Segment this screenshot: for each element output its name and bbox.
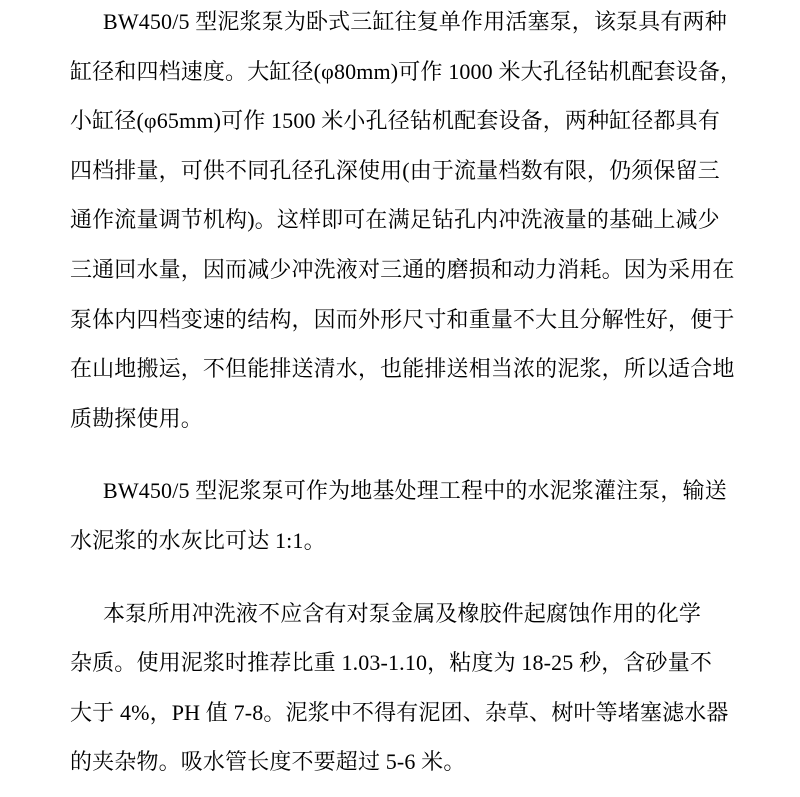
text-line: 在山地搬运，不但能排送清水，也能排送相当浓的泥浆，所以适合地: [70, 356, 735, 382]
text-line: 水泥浆的水灰比可达 1:1。: [70, 527, 326, 553]
text-line: 杂质。使用泥浆时推荐比重 1.03-1.10，粘度为 18-25 秒，含砂量不: [70, 650, 713, 676]
paragraph-fluid-requirements: [70, 589, 790, 787]
text-line: 大于 4%，PH 值 7-8。泥浆中不得有泥团、杂草、树叶等堵塞滤水器: [70, 699, 729, 725]
text-line: 的夹杂物。吸水管长度不要超过 5-6 米。: [70, 749, 466, 775]
text-line: 缸径和四档速度。大缸径(φ80mm)可作 1000 米大孔径钻机配套设备，: [70, 58, 743, 84]
paragraph-grout-usage: [70, 466, 790, 565]
text-line: 泵体内四档变速的结构，因而外形尺寸和重量不大且分解性好，便于: [70, 306, 735, 332]
document-body: [70, 0, 790, 787]
text-line: 本泵所用冲洗液不应含有对泵金属及橡胶件起腐蚀作用的化学: [103, 600, 702, 626]
text-line: 质勘探使用。: [70, 405, 203, 431]
text-line: BW450/5 型泥浆泵可作为地基处理工程中的水泥浆灌注泵，输送: [103, 478, 727, 504]
text-line: BW450/5 型泥浆泵为卧式三缸往复单作用活塞泵，该泵具有两种: [103, 9, 727, 34]
text-line: 三通回水量，因而减少冲洗液对三通的磨损和动力消耗。因为采用在: [70, 256, 735, 282]
paragraph-pump-description: [70, 0, 790, 443]
text-line: 小缸径(φ65mm)可作 1500 米小孔径钻机配套设备，两种缸径都具有: [70, 108, 720, 134]
text-line: 通作流量调节机构)。这样即可在满足钻孔内冲洗液量的基础上减少: [70, 207, 720, 233]
text-line: 四档排量，可供不同孔径孔深使用(由于流量档数有限，仍须保留三: [70, 157, 720, 183]
